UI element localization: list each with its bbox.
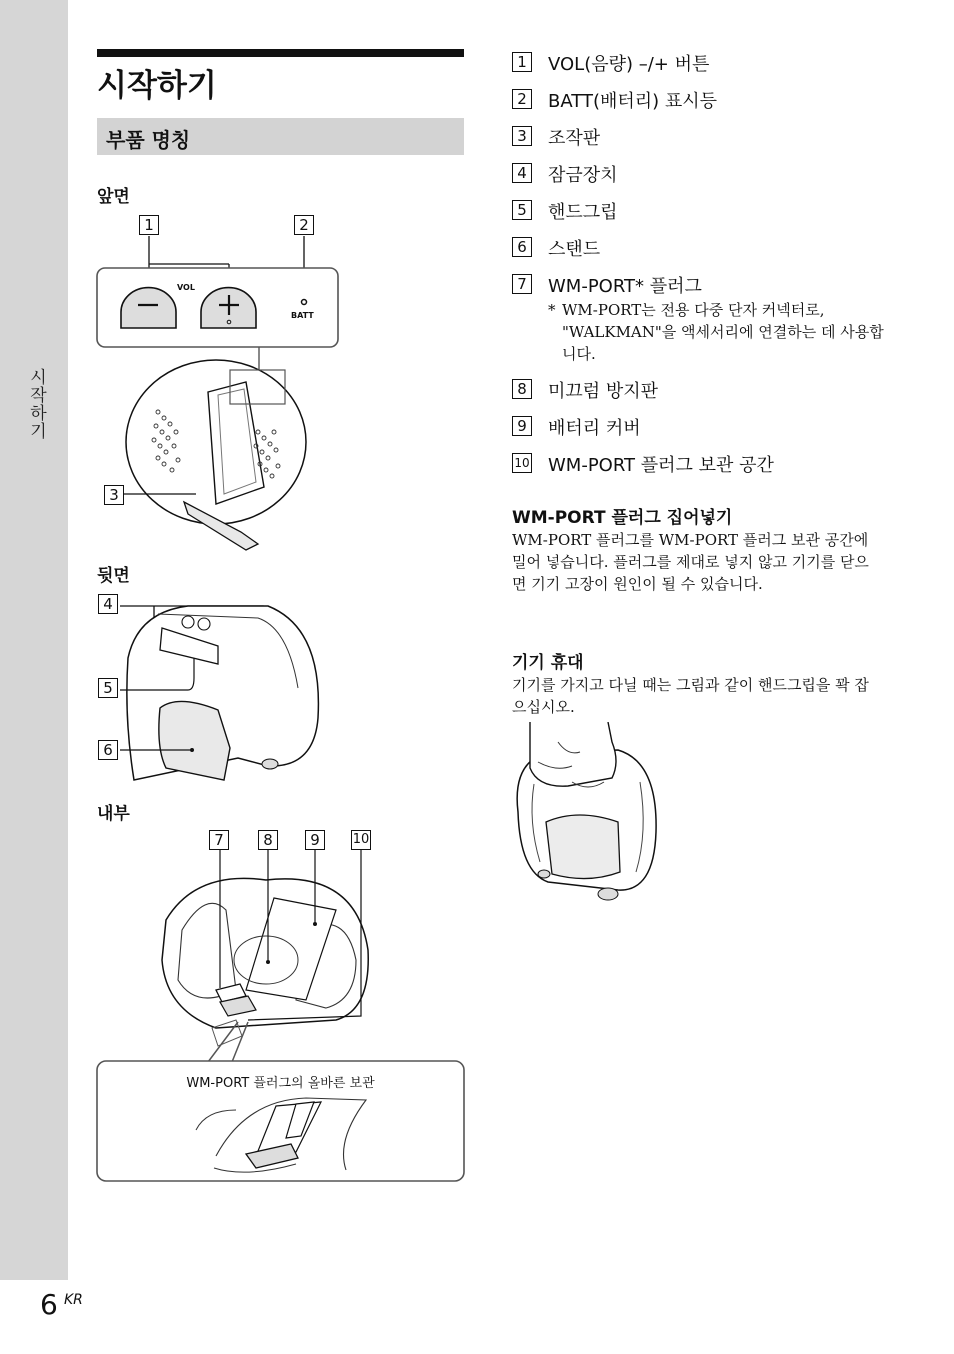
carry-body: 기기를 가지고 다닐 때는 그림과 같이 핸드그립을 꽉 잡으십시오. — [512, 676, 869, 716]
page-number: 6 — [40, 1288, 58, 1321]
list-item — [512, 235, 912, 259]
callout-4: 4 — [98, 594, 118, 614]
page-language: KR — [64, 1292, 83, 1308]
list-number: 6 — [512, 237, 532, 257]
list-item — [512, 414, 912, 438]
callout-1: 1 — [139, 215, 159, 235]
list-item — [512, 451, 912, 475]
front-view-illustration — [96, 232, 346, 552]
callout-2: 2 — [294, 215, 314, 235]
list-label: 배터리 커버 — [548, 418, 641, 439]
list-number: 10 — [512, 453, 532, 473]
list-item — [512, 50, 912, 74]
list-number: 4 — [512, 163, 532, 183]
callout-3: 3 — [104, 485, 124, 505]
footnote-marker: * — [548, 301, 556, 319]
list-item — [512, 87, 912, 111]
list-item — [512, 198, 912, 222]
list-label: 미끄럼 방지판 — [548, 381, 659, 402]
list-label: VOL(음량) –/+ 버튼 — [548, 54, 710, 75]
side-tab — [0, 0, 68, 1280]
batt-label: BATT — [291, 311, 314, 320]
storage-heading: WM-PORT 플러그 집어넣기 — [512, 508, 733, 528]
list-label: 조작판 — [548, 128, 601, 149]
callout-6: 6 — [98, 740, 118, 760]
list-label: 핸드그립 — [548, 202, 618, 223]
callout-7: 7 — [209, 830, 229, 850]
list-number: 5 — [512, 200, 532, 220]
inside-view-illustration — [156, 850, 376, 1065]
inside-view-label: 내부 — [97, 804, 130, 824]
list-label: 스탠드 — [548, 239, 601, 260]
back-view-illustration — [118, 598, 328, 788]
title-rule — [97, 49, 464, 57]
side-tab-label: 시작하기 — [26, 368, 46, 440]
list-item — [512, 161, 912, 185]
storage-body: WM-PORT 플러그를 WM-PORT 플러그 보관 공간에 밀어 넣습니다. 플러그를 제대로 넣지 않고 기기를 닫으면 기기 고장이 원인이 될 수 있습니다. — [512, 531, 869, 593]
list-number: 1 — [512, 52, 532, 72]
storage-caption: WM-PORT 플러그의 올바른 보관 — [186, 1076, 375, 1091]
vol-label: VOL — [177, 283, 195, 292]
list-label: WM-PORT* 플러그 — [548, 276, 702, 297]
list-number: 8 — [512, 379, 532, 399]
list-item — [512, 272, 912, 362]
list-label: 잠금장치 — [548, 165, 618, 186]
back-view-label: 뒷면 — [97, 566, 130, 586]
callout-8: 8 — [258, 830, 278, 850]
callout-9: 9 — [305, 830, 325, 850]
list-number: 3 — [512, 126, 532, 146]
list-number: 9 — [512, 416, 532, 436]
callout-5: 5 — [98, 678, 118, 698]
footnote-text: WM-PORT는 전용 다중 단자 커넥터로, "WALKMAN"을 액세서리에 연결하는 데 사용합니다. — [562, 301, 884, 363]
front-view-label: 앞면 — [97, 187, 130, 207]
carry-heading: 기기 휴대 — [512, 653, 584, 673]
section-title: 부품 명칭 — [106, 128, 191, 152]
list-label: WM-PORT 플러그 보관 공간 — [548, 455, 774, 476]
list-number: 7 — [512, 274, 532, 294]
page-title: 시작하기 — [97, 68, 217, 104]
list-item — [512, 377, 912, 401]
carry-illustration — [508, 722, 660, 904]
list-number: 2 — [512, 89, 532, 109]
callout-10: 10 — [351, 830, 371, 850]
footnote — [548, 299, 888, 365]
list-item — [512, 124, 912, 148]
list-label: BATT(배터리) 표시등 — [548, 91, 718, 112]
